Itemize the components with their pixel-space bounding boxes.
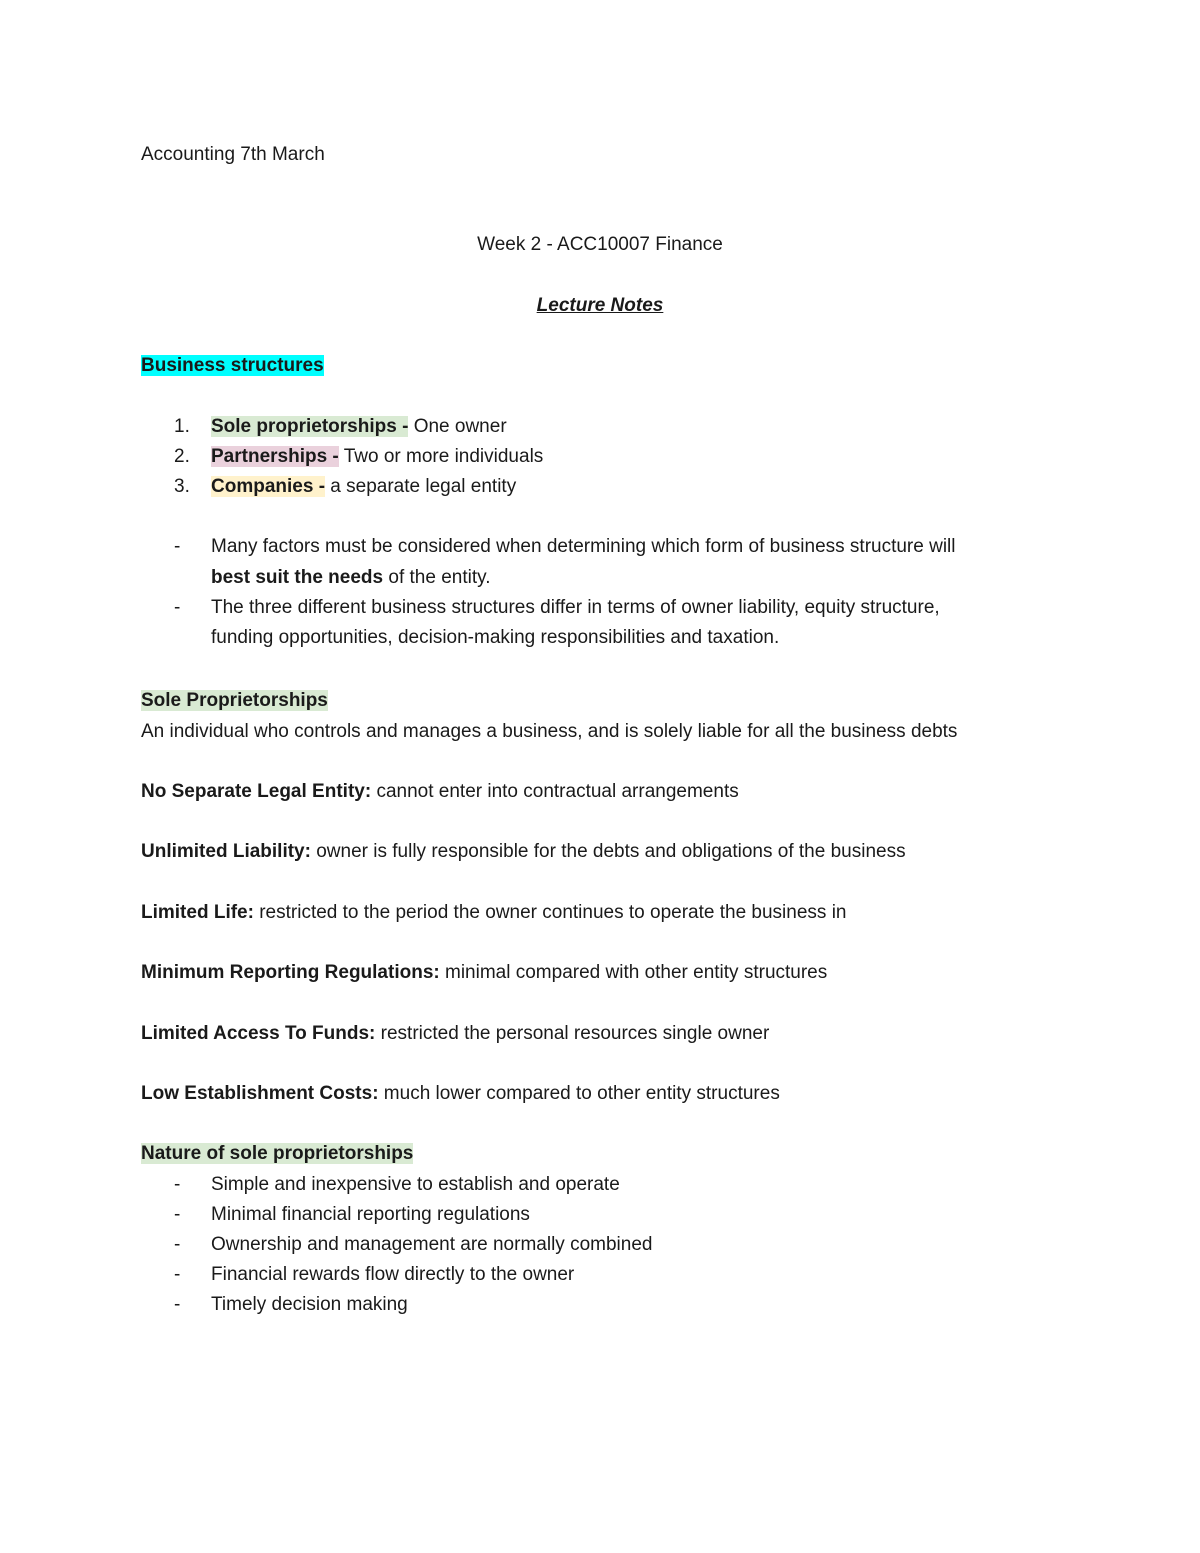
feature-paragraph (141, 1021, 769, 1047)
feature-paragraph (141, 900, 846, 926)
list-number: 2. (174, 446, 190, 467)
doc-title: Accounting 7th March (141, 144, 325, 165)
lecture-notes-heading (0, 293, 1200, 319)
feature-paragraph (141, 839, 906, 865)
feature-term: Low Establishment Costs: (141, 1083, 379, 1104)
term-sole-proprietorships: Sole proprietorships - (211, 416, 409, 437)
term-companies: Companies - (211, 476, 326, 497)
term-description: a separate legal entity (325, 476, 517, 497)
feature-term: No Separate Legal Entity: (141, 781, 372, 802)
nature-heading-text: Nature of sole proprietorships (141, 1143, 414, 1164)
sole-proprietorships-heading-text: Sole Proprietorships (141, 690, 328, 711)
feature-paragraph (141, 1081, 780, 1107)
list-item-text (211, 414, 507, 440)
bullet-text: Many factors must be considered when determining which form of business structure will (211, 536, 956, 557)
list-number: 3. (174, 476, 190, 497)
bullet-marker: - (174, 536, 181, 557)
list-item-text (211, 474, 516, 500)
term-partnerships: Partnerships - (211, 446, 339, 467)
sole-proprietorships-heading (141, 688, 328, 714)
term-description: One owner (408, 416, 507, 437)
bullet-text: The three different business structures differ in terms of owner liability, equity structure, (211, 597, 940, 618)
feature-paragraph (141, 779, 739, 805)
business-structures-heading-text: Business structures (141, 355, 324, 376)
bullet-marker: - (174, 1294, 181, 1315)
lecture-notes-text: Lecture Notes (536, 295, 664, 316)
emphasis-text: best suit the needs (211, 567, 384, 588)
business-structures-heading (141, 353, 324, 379)
list-item-text (211, 444, 543, 470)
list-item: Ownership and management are normally combined (211, 1234, 653, 1255)
list-item: Simple and inexpensive to establish and operate (211, 1174, 620, 1195)
bullet-text-continued (211, 565, 491, 591)
bullet-marker: - (174, 1204, 181, 1225)
term-description: Two or more individuals (338, 446, 544, 467)
list-item: Financial rewards flow directly to the owner (211, 1264, 575, 1285)
bullet-marker: - (174, 1174, 181, 1195)
bullet-text-rest: of the entity. (383, 567, 491, 588)
bullet-marker: - (174, 1234, 181, 1255)
bullet-marker: - (174, 597, 181, 618)
feature-description: much lower compared to other entity structures (378, 1083, 780, 1104)
feature-description: restricted to the period the owner continues to operate the business in (253, 902, 847, 923)
list-item: Minimal financial reporting regulations (211, 1204, 530, 1225)
feature-description: restricted the personal resources single owner (375, 1023, 770, 1044)
bullet-text-continued: funding opportunities, decision-making responsibilities and taxation. (211, 627, 780, 648)
feature-term: Limited Life: (141, 902, 254, 923)
list-item: Timely decision making (211, 1294, 408, 1315)
feature-description: minimal compared with other entity structures (439, 962, 828, 983)
feature-term: Unlimited Liability: (141, 841, 311, 862)
bullet-marker: - (174, 1264, 181, 1285)
feature-term: Limited Access To Funds: (141, 1023, 376, 1044)
feature-term: Minimum Reporting Regulations: (141, 962, 440, 983)
list-number: 1. (174, 416, 190, 437)
feature-paragraph (141, 960, 827, 986)
nature-heading (141, 1141, 413, 1167)
doc-subtitle: Week 2 - ACC10007 Finance (477, 234, 723, 255)
feature-description: owner is fully responsible for the debts and obligations of the business (310, 841, 906, 862)
feature-description: cannot enter into contractual arrangements (371, 781, 739, 802)
sole-proprietorships-definition: An individual who controls and manages a business, and is solely liable for all the business debts (141, 721, 958, 742)
